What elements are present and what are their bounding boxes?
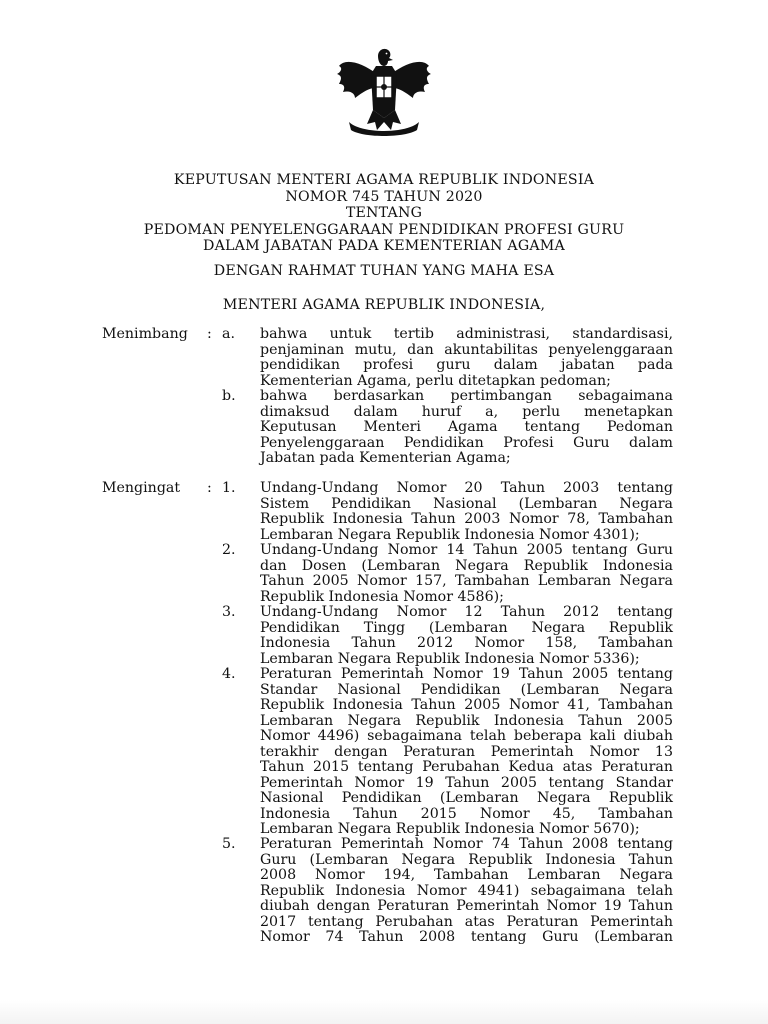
- section-label: Menimbang: [102, 326, 188, 342]
- text-line: bahwa berdasarkan pertimbangan sebagaimana: [260, 388, 673, 404]
- item-text: [260, 389, 673, 467]
- section-colon: :: [207, 326, 212, 342]
- title-line: PEDOMAN PENYELENGGARAAN PENDIDIKAN PROFESI GURU: [143, 221, 625, 238]
- text-line: 2008 Nomor 194, Tambahan Lembaran Negara: [260, 867, 673, 883]
- text-line: Sistem Pendidikan Nasional (Lembaran Negara: [260, 495, 673, 512]
- text-line: dimaksud dalam huruf a, perlu menetapkan: [260, 403, 673, 420]
- invocation: DENGAN RAHMAT TUHAN YANG MAHA ESA: [213, 263, 555, 279]
- item-marker: a.: [222, 326, 235, 342]
- text-line: Nomor 74 Tahun 2008 tentang Guru (Lembaran: [260, 929, 673, 945]
- text-line: Keputusan Menteri Agama tentang Pedoman: [260, 419, 673, 435]
- authority: MENTERI AGAMA REPUBLIK INDONESIA,: [222, 297, 546, 313]
- item-text: [260, 667, 673, 838]
- text-line: Undang-Undang Nomor 14 Tahun 2005 tentang Guru: [260, 542, 673, 558]
- text-line: Undang-Undang Nomor 20 Tahun 2003 tentang: [260, 480, 673, 496]
- text-line: Pendidikan Tingg (Lembaran Negara Republik: [260, 619, 673, 636]
- text-line: Pemerintah Nomor 19 Tahun 2005 tentang Standar: [260, 774, 673, 791]
- text-line: Peraturan Pemerintah Nomor 74 Tahun 2008 tentang: [260, 836, 673, 852]
- text-line: Jabatan pada Kementerian Agama;: [260, 450, 511, 466]
- text-line: Republik Indonesia Nomor 4941) sebagaimana telah: [260, 882, 673, 899]
- text-line: penjaminan mutu, dan akuntabilitas penyelenggaraan: [260, 341, 673, 358]
- item-text: [260, 837, 673, 946]
- text-line: Nasional Pendidikan (Lembaran Negara Republik: [260, 790, 673, 806]
- title-line: DALAM JABATAN PADA KEMENTERIAN AGAMA: [203, 238, 565, 254]
- item-marker: 1.: [222, 480, 236, 496]
- section-colon: :: [207, 480, 212, 496]
- title-line: KEPUTUSAN MENTERI AGAMA REPUBLIK INDONESIA: [173, 172, 595, 188]
- item-marker: 4.: [222, 666, 236, 682]
- text-line: Tahun 2005 Nomor 157, Tambahan Lembaran Negara: [260, 573, 673, 589]
- text-line: Lembaran Negara Republik Indonesia Nomor 4301);: [260, 526, 640, 543]
- item-text: [260, 605, 673, 667]
- item-marker: 3.: [222, 604, 236, 620]
- text-line: Kementerian Agama, perlu ditetapkan pedoman;: [260, 372, 611, 389]
- text-line: diubah dengan Peraturan Pemerintah Nomor 19 Tahun: [260, 898, 673, 914]
- text-line: terakhir dengan Peraturan Pemerintah Nomor 13: [260, 743, 673, 760]
- title-line: TENTANG: [345, 205, 423, 221]
- text-line: Tahun 2015 tentang Perubahan Kedua atas Peraturan: [260, 759, 673, 775]
- text-line: Lembaran Negara Republik Indonesia Nomor 5336);: [260, 650, 640, 667]
- text-line: Peraturan Pemerintah Nomor 19 Tahun 2005 tentang: [260, 666, 673, 682]
- section-label: Mengingat: [102, 480, 181, 496]
- decree-number: NOMOR 745 TAHUN 2020: [285, 188, 483, 205]
- text-line: Indonesia Tahun 2012 Nomor 158, Tambahan: [260, 635, 673, 651]
- text-line: Republik Indonesia Tahun 2003 Nomor 78, Tambahan: [260, 511, 673, 527]
- item-marker: b.: [222, 388, 236, 404]
- text-line: Guru (Lembaran Negara Republik Indonesia Tahun: [260, 851, 673, 868]
- text-line: 2017 tentang Perubahan atas Peraturan Pemerintah: [260, 913, 673, 930]
- scan-bottom-edge: [0, 1000, 768, 1024]
- text-line: bahwa untuk tertib administrasi, standardisasi,: [260, 326, 673, 342]
- item-text: [260, 481, 673, 543]
- text-line: Republik Indonesia Tahun 2005 Nomor 41, Tambahan: [260, 697, 673, 713]
- text-line: Standar Nasional Pendidikan (Lembaran Negara: [260, 681, 673, 698]
- item-marker: 5.: [222, 836, 236, 852]
- text-line: Republik Indonesia Nomor 4586);: [260, 588, 504, 605]
- decree-title: [0, 172, 768, 255]
- text-line: Indonesia Tahun 2015 Nomor 45, Tambahan: [260, 805, 673, 822]
- text-line: Lembaran Negara Republik Indonesia Nomor 5670);: [260, 821, 640, 837]
- text-line: Penyelenggaraan Pendidikan Profesi Guru dalam: [260, 434, 673, 451]
- text-line: Nomor 4496) sebagaimana telah beberapa kali diubah: [260, 728, 673, 744]
- text-line: Undang-Undang Nomor 12 Tahun 2012 tentang: [260, 604, 673, 620]
- text-line: Lembaran Negara Republik Indonesia Tahun 2005: [260, 712, 673, 729]
- item-text: [260, 543, 673, 605]
- garuda-emblem-icon: [331, 44, 437, 138]
- item-text: [260, 327, 673, 389]
- text-line: dan Dosen (Lembaran Negara Republik Indonesia: [260, 557, 673, 574]
- text-line: pendidikan profesi guru dalam jabatan pada: [260, 357, 673, 373]
- item-marker: 2.: [222, 542, 236, 558]
